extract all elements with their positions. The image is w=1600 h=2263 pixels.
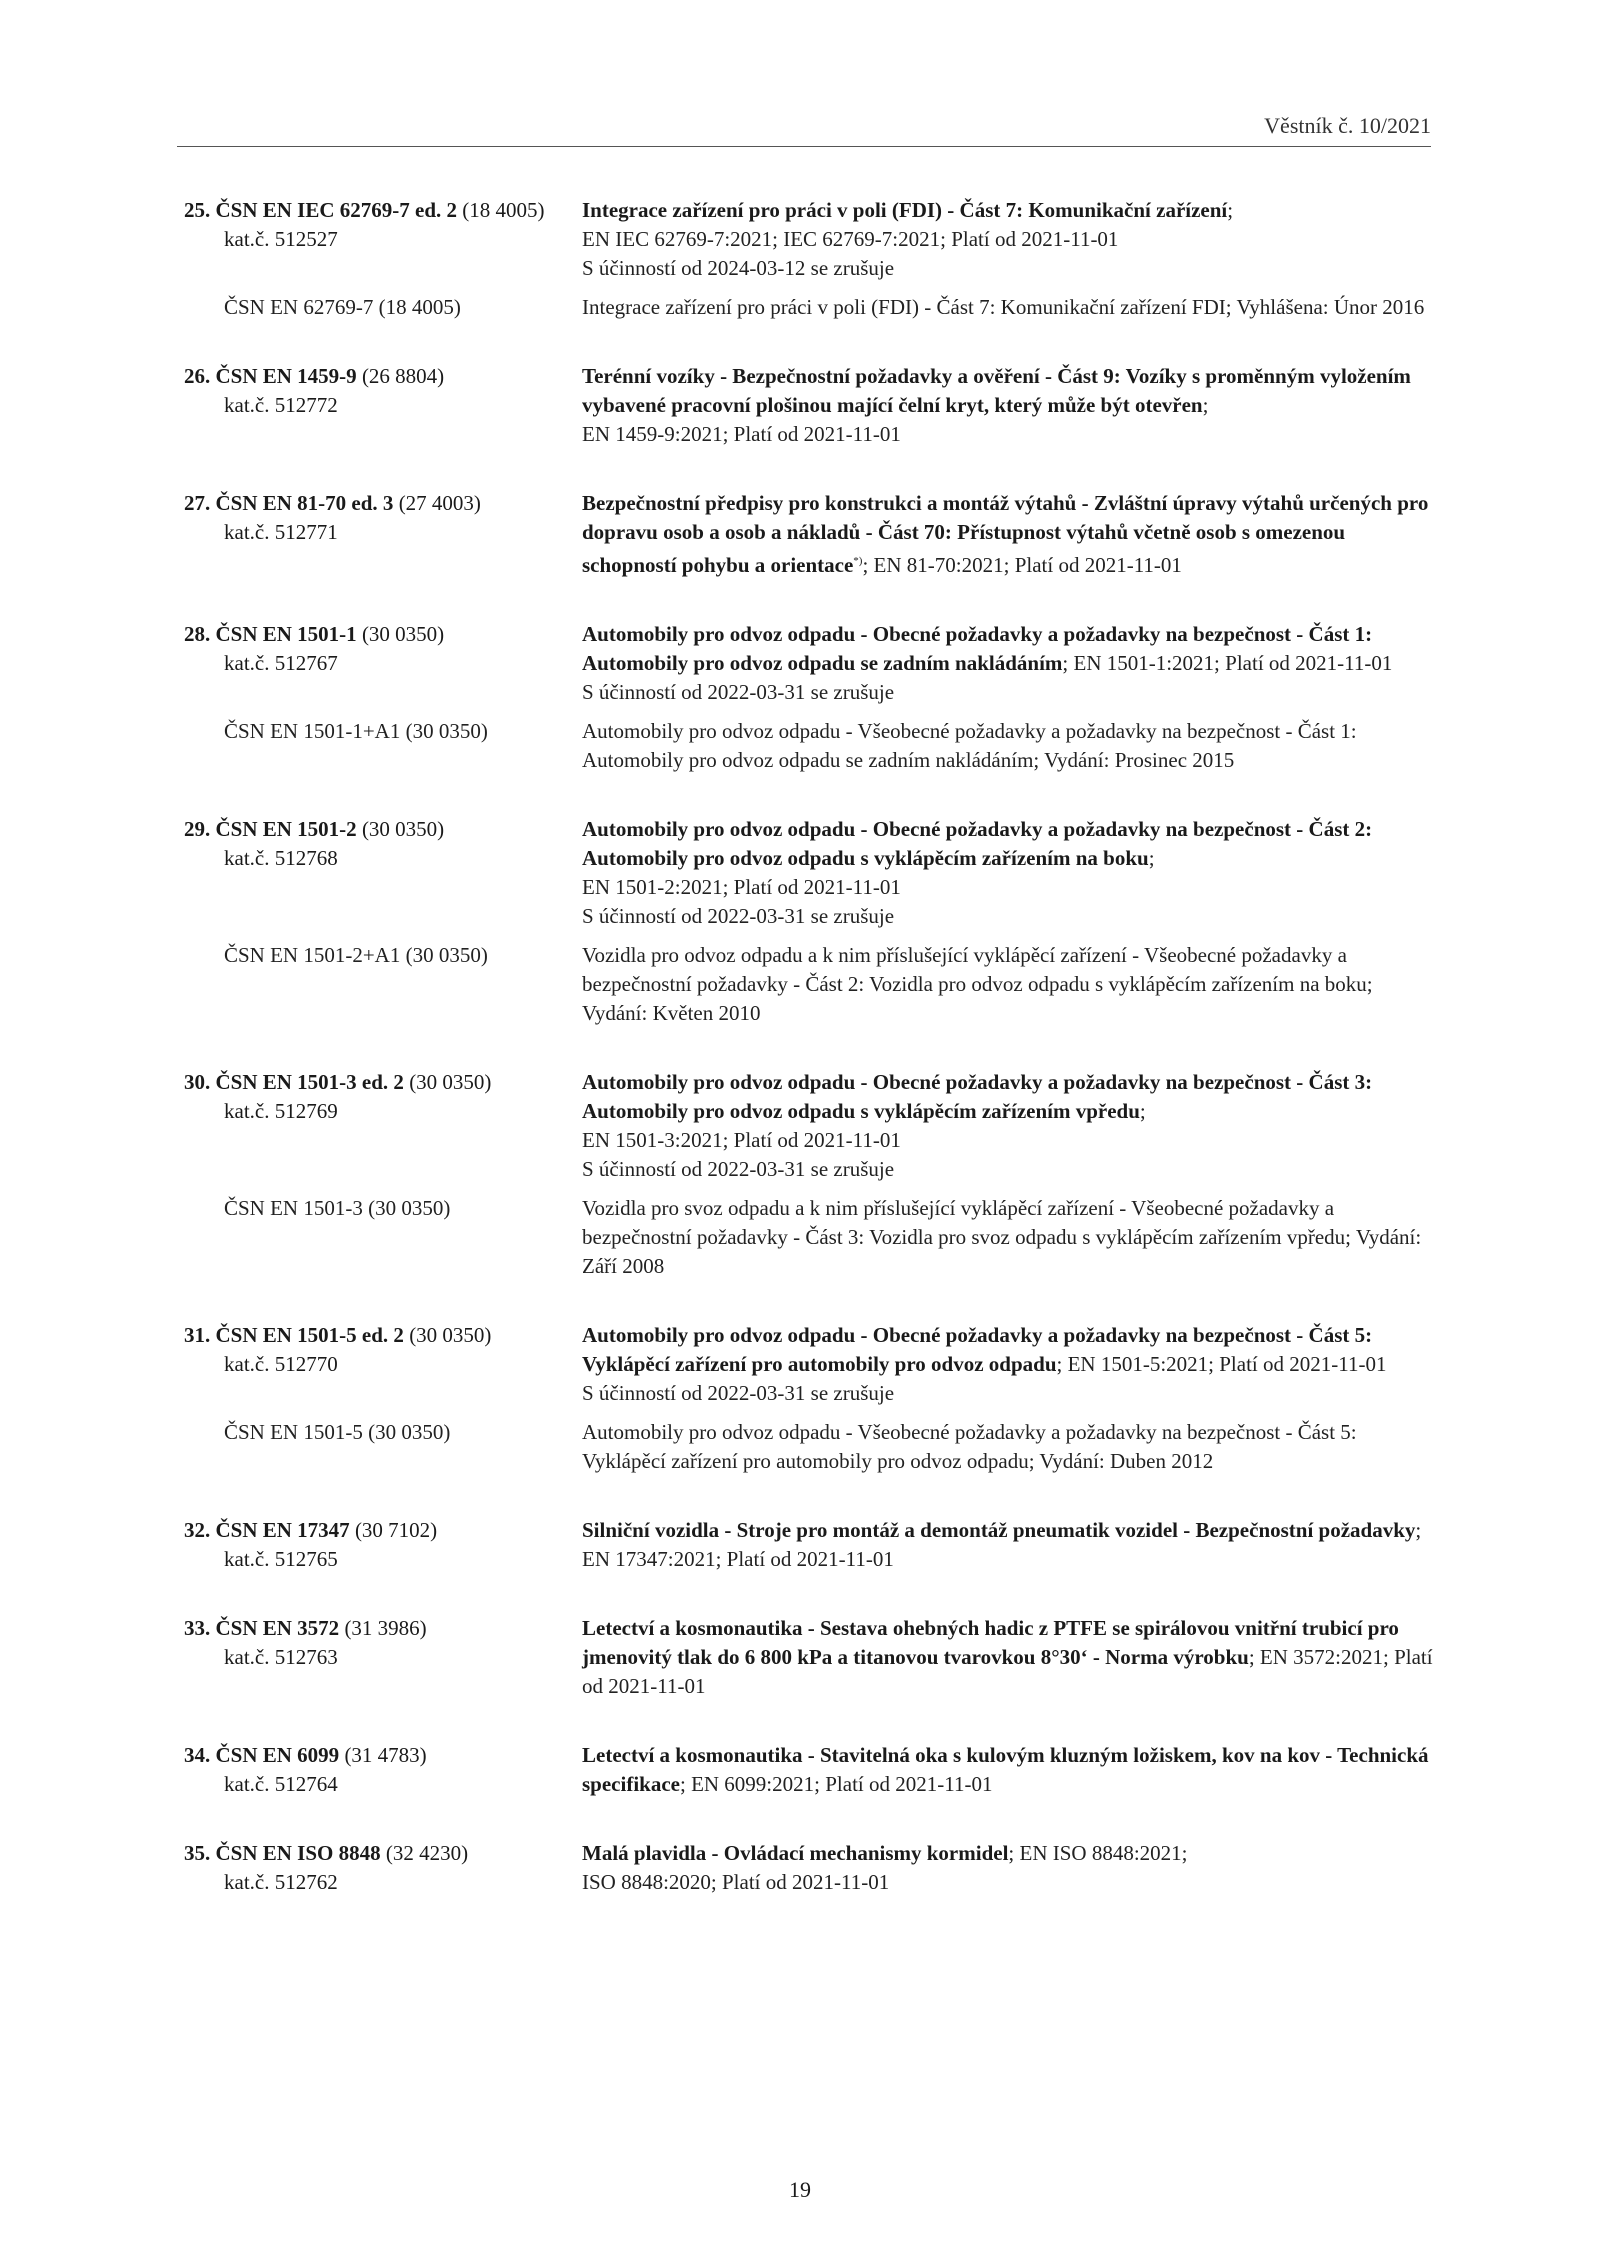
standard-detail-line: S účinností od 2022-03-31 se zrušuje	[582, 1157, 895, 1181]
classification-code: (27 4003)	[398, 491, 481, 515]
replaced-standard	[184, 293, 1434, 322]
standard-entry	[184, 1321, 1434, 1476]
standard-title: Automobily pro odvoz odpadu - Obecné požadavky a požadavky na bezpečnost - Část 1: Automobily pro odvoz odpadu se zadním nakládáním	[582, 622, 1373, 675]
standard-detail-line: S účinností od 2022-03-31 se zrušuje	[582, 680, 895, 704]
standard-title: Integrace zařízení pro práci v poli (FDI) - Část 7: Komunikační zařízení	[582, 198, 1228, 222]
new-standard	[184, 1614, 1434, 1701]
standard-identifiers	[184, 1839, 582, 1897]
replaced-identifiers	[184, 1194, 582, 1281]
standard-detail-line: S účinností od 2022-03-31 se zrušuje	[582, 904, 895, 928]
entry-number: 27.	[184, 491, 211, 515]
replaced-standard	[184, 1194, 1434, 1281]
standard-code: ČSN EN 3572	[215, 1616, 340, 1640]
standard-identifiers	[184, 489, 582, 580]
standard-details: ; EN 1501-1:2021; Platí od 2021-11-01	[1062, 651, 1393, 675]
classification-code: (30 7102)	[354, 1518, 438, 1542]
replaced-code: ČSN EN 62769-7 (18 4005)	[224, 295, 461, 319]
standard-title: Letectví a kosmonautika - Stavitelná oka s kulovým kluzným ložiskem, kov na kov - Technická specifikace	[582, 1743, 1429, 1796]
standard-details: ; EN ISO 8848:2021;	[1008, 1841, 1188, 1865]
entry-number: 30.	[184, 1070, 211, 1094]
standard-description	[582, 620, 1434, 707]
standard-identifiers	[184, 1516, 582, 1574]
classification-code: (30 0350)	[409, 1323, 492, 1347]
entry-number: 26.	[184, 364, 211, 388]
replaced-code: ČSN EN 1501-5 (30 0350)	[224, 1420, 451, 1444]
new-standard	[184, 196, 1434, 283]
standard-code: ČSN EN ISO 8848	[215, 1841, 381, 1865]
standard-details: ; EN 6099:2021; Platí od 2021-11-01	[679, 1772, 993, 1796]
new-standard	[184, 362, 1434, 449]
standard-detail-line: S účinností od 2022-03-31 se zrušuje	[582, 1381, 895, 1405]
replaced-standard	[184, 1418, 1434, 1476]
entry-number: 33.	[184, 1616, 211, 1640]
catalog-number: kat.č. 512765	[224, 1547, 338, 1571]
standard-details: ;	[1148, 846, 1155, 870]
standard-description	[582, 1839, 1434, 1897]
new-standard	[184, 1068, 1434, 1184]
entry-number: 29.	[184, 817, 211, 841]
replaced-code: ČSN EN 1501-1+A1 (30 0350)	[224, 719, 488, 743]
replaced-description: Vozidla pro svoz odpadu a k nim příslušející vyklápěcí zařízení - Všeobecné požadavky a bezpečnostní požadavky - Část 3: Vozidla pro svoz odpadu s vyklápěcím zařízením vpředu; Vydání: Září 2008	[582, 1196, 1422, 1278]
standard-description	[582, 815, 1434, 931]
new-standard	[184, 1741, 1434, 1799]
catalog-number: kat.č. 512771	[224, 520, 338, 544]
standard-detail-line: ISO 8848:2020; Platí od 2021-11-01	[582, 1870, 890, 1894]
standard-identifiers	[184, 815, 582, 931]
standard-identifiers	[184, 1614, 582, 1701]
classification-code: (30 0350)	[361, 817, 445, 841]
standard-description	[582, 362, 1434, 449]
standard-code: ČSN EN IEC 62769-7 ed. 2	[215, 198, 458, 222]
standard-details: ; EN 3572:2021; Platí od 2021-11-01	[582, 1645, 1433, 1698]
standard-details: ; EN 17347:2021; Platí od 2021-11-01	[582, 1518, 1422, 1571]
standard-code: ČSN EN 1501-3 ed. 2	[215, 1070, 404, 1094]
replaced-standard	[184, 717, 1434, 775]
new-standard	[184, 1321, 1434, 1408]
standard-description	[582, 196, 1434, 283]
catalog-number: kat.č. 512527	[224, 227, 338, 251]
new-standard	[184, 815, 1434, 931]
catalog-number: kat.č. 512762	[224, 1870, 338, 1894]
entry-number: 32.	[184, 1518, 211, 1542]
classification-code: (30 0350)	[361, 622, 445, 646]
standard-entry	[184, 815, 1434, 1028]
standard-title: Terénní vozíky - Bezpečnostní požadavky a ověření - Část 9: Vozíky s proměnným vyložením vybavené pracovní plošinou mající čelní kryt, který může být otevřen	[582, 364, 1411, 417]
standard-title: Letectví a kosmonautika - Sestava ohebných hadic z PTFE se spirálovou vnitřní trubicí pro jmenovitý tlak do 6 800 kPa a titanovou tvarovkou 8°30‘ - Norma výrobku	[582, 1616, 1399, 1669]
standard-detail-line: EN 1501-3:2021; Platí od 2021-11-01	[582, 1128, 901, 1152]
standard-identifiers	[184, 1068, 582, 1184]
standard-identifiers	[184, 362, 582, 449]
standard-title: Silniční vozidla - Stroje pro montáž a demontáž pneumatik vozidel - Bezpečnostní požadavky	[582, 1518, 1416, 1542]
standard-detail-line: EN 1501-2:2021; Platí od 2021-11-01	[582, 875, 901, 899]
replaced-code: ČSN EN 1501-3 (30 0350)	[224, 1196, 451, 1220]
standard-details: ;	[1202, 393, 1209, 417]
catalog-number: kat.č. 512767	[224, 651, 338, 675]
replaced-description: Integrace zařízení pro práci v poli (FDI) - Část 7: Komunikační zařízení FDI; Vyhlášena: Únor 2016	[582, 295, 1425, 319]
standard-details: ; EN 1501-5:2021; Platí od 2021-11-01	[1056, 1352, 1387, 1376]
standard-entry	[184, 1068, 1434, 1281]
standard-identifiers	[184, 196, 582, 283]
classification-code: (32 4230)	[385, 1841, 469, 1865]
standard-detail-line: EN 1459-9:2021; Platí od 2021-11-01	[582, 422, 901, 446]
standards-list	[184, 196, 1434, 1937]
standard-entry	[184, 1839, 1434, 1897]
standard-description	[582, 1321, 1434, 1408]
entry-number: 25.	[184, 198, 211, 222]
footnote-mark: *)	[853, 555, 863, 567]
standard-code: ČSN EN 6099	[215, 1743, 340, 1767]
standard-code: ČSN EN 1501-1	[215, 622, 357, 646]
standard-title: Automobily pro odvoz odpadu - Obecné požadavky a požadavky na bezpečnost - Část 2: Automobily pro odvoz odpadu s vyklápěcím zařízením na boku	[582, 817, 1373, 870]
replaced-code: ČSN EN 1501-2+A1 (30 0350)	[224, 943, 488, 967]
catalog-number: kat.č. 512769	[224, 1099, 338, 1123]
standard-code: ČSN EN 81-70 ed. 3	[215, 491, 394, 515]
replaced-description: Automobily pro odvoz odpadu - Všeobecné požadavky a požadavky na bezpečnost - Část 1: Automobily pro odvoz odpadu se zadním nakládáním; Vydání: Prosinec 2015	[582, 719, 1357, 772]
entry-number: 34.	[184, 1743, 211, 1767]
standard-detail-line: EN IEC 62769-7:2021; IEC 62769-7:2021; Platí od 2021-11-01	[582, 227, 1119, 251]
standard-title: Bezpečnostní předpisy pro konstrukci a montáž výtahů - Zvláštní úpravy výtahů určených pro dopravu osob a osob a nákladů - Část 70: Přístupnost výtahů včetně osob s omezenou schopností pohybu a orientace	[582, 491, 1429, 577]
entry-number: 31.	[184, 1323, 211, 1347]
standard-description	[582, 489, 1434, 580]
standard-identifiers	[184, 1321, 582, 1408]
standard-identifiers	[184, 1741, 582, 1799]
classification-code: (30 0350)	[409, 1070, 492, 1094]
new-standard	[184, 1516, 1434, 1574]
standard-entry	[184, 196, 1434, 322]
header-divider	[177, 146, 1431, 147]
standard-details: ;	[1139, 1099, 1146, 1123]
replaced-identifiers	[184, 717, 582, 775]
catalog-number: kat.č. 512768	[224, 846, 338, 870]
standard-description	[582, 1741, 1434, 1799]
standard-entry	[184, 362, 1434, 449]
standard-description	[582, 1068, 1434, 1184]
page-number: 19	[789, 2177, 811, 2202]
standard-description	[582, 1516, 1434, 1574]
classification-code: (31 3986)	[344, 1616, 427, 1640]
new-standard	[184, 620, 1434, 707]
replaced-identifiers	[184, 941, 582, 1028]
replaced-identifiers	[184, 293, 582, 322]
standard-details: ;	[1227, 198, 1234, 222]
standard-title: Malá plavidla - Ovládací mechanismy kormidel	[582, 1841, 1009, 1865]
classification-code: (31 4783)	[344, 1743, 427, 1767]
standard-entry	[184, 1741, 1434, 1799]
standard-code: ČSN EN 1501-2	[215, 817, 357, 841]
standard-code: ČSN EN 17347	[215, 1518, 350, 1542]
catalog-number: kat.č. 512764	[224, 1772, 338, 1796]
journal-header: Věstník č. 10/2021	[1264, 113, 1431, 138]
standard-entry	[184, 489, 1434, 580]
standard-entry	[184, 620, 1434, 775]
entry-number: 35.	[184, 1841, 211, 1865]
new-standard	[184, 489, 1434, 580]
standard-title: Automobily pro odvoz odpadu - Obecné požadavky a požadavky na bezpečnost - Část 5: Vyklápěcí zařízení pro automobily pro odvoz odpadu	[582, 1323, 1373, 1376]
catalog-number: kat.č. 512770	[224, 1352, 338, 1376]
standard-entry	[184, 1516, 1434, 1574]
classification-code: (26 8804)	[361, 364, 445, 388]
replaced-identifiers	[184, 1418, 582, 1476]
replaced-description: Automobily pro odvoz odpadu - Všeobecné požadavky a požadavky na bezpečnost - Část 5: Vyklápěcí zařízení pro automobily pro odvoz odpadu; Vydání: Duben 2012	[582, 1420, 1357, 1473]
standard-title: Automobily pro odvoz odpadu - Obecné požadavky a požadavky na bezpečnost - Část 3: Automobily pro odvoz odpadu s vyklápěcím zařízením vpředu	[582, 1070, 1373, 1123]
replaced-standard	[184, 941, 1434, 1028]
entry-number: 28.	[184, 622, 211, 646]
standard-details: ; EN 81-70:2021; Platí od 2021-11-01	[862, 553, 1182, 577]
new-standard	[184, 1839, 1434, 1897]
standard-identifiers	[184, 620, 582, 707]
classification-code: (18 4005)	[462, 198, 545, 222]
standard-description	[582, 1614, 1434, 1701]
catalog-number: kat.č. 512772	[224, 393, 338, 417]
standard-entry	[184, 1614, 1434, 1701]
standard-code: ČSN EN 1459-9	[215, 364, 357, 388]
standard-detail-line: S účinností od 2024-03-12 se zrušuje	[582, 256, 895, 280]
replaced-description: Vozidla pro odvoz odpadu a k nim příslušející vyklápěcí zařízení - Všeobecné požadavky a bezpečnostní požadavky - Část 2: Vozidla pro odvoz odpadu s vyklápěcím zařízením na boku; Vydání: Květen 2010	[582, 943, 1373, 1025]
standard-code: ČSN EN 1501-5 ed. 2	[215, 1323, 404, 1347]
catalog-number: kat.č. 512763	[224, 1645, 338, 1669]
